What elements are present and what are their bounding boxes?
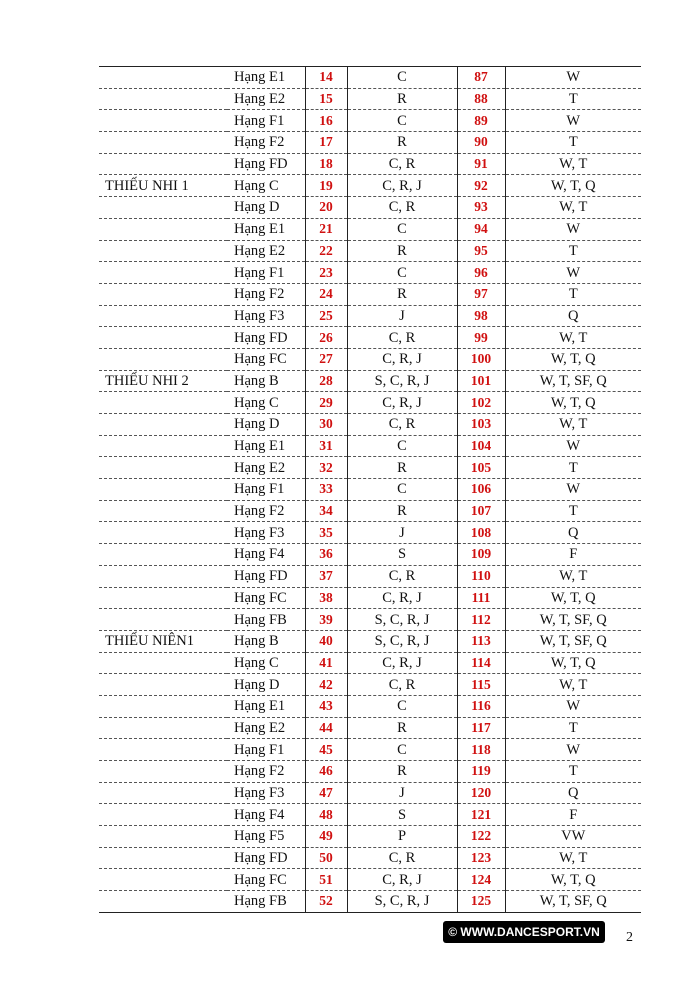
age-group-cell [99, 739, 227, 761]
event-number-latin-cell: 15 [305, 88, 347, 110]
standard-dances-cell: W, T [505, 847, 641, 869]
event-number-latin-cell: 41 [305, 652, 347, 674]
level-cell: Hạng F1 [227, 110, 305, 132]
level-cell: Hạng B [227, 630, 305, 652]
table-row [99, 565, 641, 587]
table-row [99, 197, 641, 219]
table-row [99, 587, 641, 609]
level-cell: Hạng F3 [227, 305, 305, 327]
event-number-standard-cell: 93 [457, 197, 505, 219]
standard-dances-cell: W, T [505, 414, 641, 436]
dancesport-watermark: © WWW.DANCESPORT.VN [443, 921, 605, 943]
latin-dances-cell: S, C, R, J [347, 609, 457, 631]
age-group-cell [99, 761, 227, 783]
event-number-latin-cell: 34 [305, 500, 347, 522]
event-number-standard-cell: 111 [457, 587, 505, 609]
event-number-latin-cell: 28 [305, 370, 347, 392]
standard-dances-cell: T [505, 761, 641, 783]
age-group-cell [99, 132, 227, 154]
age-group-cell [99, 457, 227, 479]
level-cell: Hạng E2 [227, 457, 305, 479]
latin-dances-cell: C [347, 739, 457, 761]
standard-dances-cell: T [505, 283, 641, 305]
event-number-latin-cell: 22 [305, 240, 347, 262]
event-table [99, 66, 641, 913]
age-group-cell [99, 283, 227, 305]
page-number: 2 [626, 930, 633, 945]
table-row [99, 153, 641, 175]
age-group-cell [99, 67, 227, 89]
event-number-standard-cell: 101 [457, 370, 505, 392]
latin-dances-cell: C, R, J [347, 869, 457, 891]
table-row [99, 305, 641, 327]
level-cell: Hạng E1 [227, 435, 305, 457]
event-number-standard-cell: 92 [457, 175, 505, 197]
latin-dances-cell: S, C, R, J [347, 370, 457, 392]
age-group-cell: THIẾU NHI 2 [99, 370, 227, 392]
event-number-standard-cell: 108 [457, 522, 505, 544]
latin-dances-cell: J [347, 782, 457, 804]
event-number-latin-cell: 17 [305, 132, 347, 154]
event-number-standard-cell: 119 [457, 761, 505, 783]
event-number-latin-cell: 29 [305, 392, 347, 414]
table-row [99, 522, 641, 544]
table-row [99, 804, 641, 826]
latin-dances-cell: C, R, J [347, 348, 457, 370]
event-number-standard-cell: 110 [457, 565, 505, 587]
level-cell: Hạng E2 [227, 88, 305, 110]
event-number-standard-cell: 90 [457, 132, 505, 154]
table-row [99, 891, 641, 913]
age-group-cell [99, 869, 227, 891]
latin-dances-cell: C [347, 110, 457, 132]
event-table-body [99, 67, 641, 913]
latin-dances-cell: C, R [347, 674, 457, 696]
event-number-latin-cell: 23 [305, 262, 347, 284]
age-group-cell [99, 544, 227, 566]
standard-dances-cell: W, T [505, 153, 641, 175]
latin-dances-cell: C, R, J [347, 587, 457, 609]
event-number-latin-cell: 14 [305, 67, 347, 89]
table-row [99, 782, 641, 804]
standard-dances-cell: T [505, 240, 641, 262]
age-group-cell [99, 891, 227, 913]
level-cell: Hạng F3 [227, 782, 305, 804]
event-number-latin-cell: 21 [305, 218, 347, 240]
event-number-standard-cell: 105 [457, 457, 505, 479]
event-number-latin-cell: 39 [305, 609, 347, 631]
event-number-standard-cell: 116 [457, 695, 505, 717]
event-number-standard-cell: 109 [457, 544, 505, 566]
event-number-standard-cell: 122 [457, 826, 505, 848]
level-cell: Hạng FD [227, 565, 305, 587]
table-row [99, 240, 641, 262]
event-number-latin-cell: 35 [305, 522, 347, 544]
age-group-cell [99, 674, 227, 696]
standard-dances-cell: W, T, Q [505, 869, 641, 891]
event-number-standard-cell: 89 [457, 110, 505, 132]
event-number-latin-cell: 44 [305, 717, 347, 739]
standard-dances-cell: W, T, SF, Q [505, 891, 641, 913]
level-cell: Hạng E1 [227, 218, 305, 240]
latin-dances-cell: C [347, 435, 457, 457]
table-row [99, 67, 641, 89]
table-row [99, 327, 641, 349]
level-cell: Hạng F5 [227, 826, 305, 848]
event-number-standard-cell: 107 [457, 500, 505, 522]
table-row [99, 110, 641, 132]
event-number-latin-cell: 51 [305, 869, 347, 891]
level-cell: Hạng C [227, 652, 305, 674]
event-number-latin-cell: 20 [305, 197, 347, 219]
event-number-latin-cell: 42 [305, 674, 347, 696]
event-number-standard-cell: 114 [457, 652, 505, 674]
standard-dances-cell: W, T, SF, Q [505, 609, 641, 631]
standard-dances-cell: W [505, 218, 641, 240]
event-number-latin-cell: 46 [305, 761, 347, 783]
standard-dances-cell: W [505, 435, 641, 457]
latin-dances-cell: S, C, R, J [347, 891, 457, 913]
latin-dances-cell: R [347, 500, 457, 522]
age-group-cell [99, 262, 227, 284]
standard-dances-cell: W [505, 739, 641, 761]
age-group-cell: THIẾU NIÊN1 [99, 630, 227, 652]
standard-dances-cell: W, T [505, 674, 641, 696]
latin-dances-cell: J [347, 522, 457, 544]
event-number-latin-cell: 50 [305, 847, 347, 869]
latin-dances-cell: S, C, R, J [347, 630, 457, 652]
level-cell: Hạng F4 [227, 804, 305, 826]
age-group-cell [99, 782, 227, 804]
level-cell: Hạng F1 [227, 739, 305, 761]
level-cell: Hạng B [227, 370, 305, 392]
latin-dances-cell: C, R, J [347, 652, 457, 674]
level-cell: Hạng F2 [227, 500, 305, 522]
latin-dances-cell: R [347, 761, 457, 783]
latin-dances-cell: P [347, 826, 457, 848]
level-cell: Hạng C [227, 392, 305, 414]
latin-dances-cell: C, R [347, 153, 457, 175]
latin-dances-cell: R [347, 283, 457, 305]
event-number-standard-cell: 115 [457, 674, 505, 696]
event-number-latin-cell: 36 [305, 544, 347, 566]
latin-dances-cell: S [347, 544, 457, 566]
standard-dances-cell: T [505, 500, 641, 522]
table-row [99, 869, 641, 891]
level-cell: Hạng FB [227, 609, 305, 631]
age-group-cell [99, 197, 227, 219]
event-number-standard-cell: 91 [457, 153, 505, 175]
age-group-cell [99, 435, 227, 457]
age-group-cell [99, 500, 227, 522]
standard-dances-cell: VW [505, 826, 641, 848]
level-cell: Hạng FC [227, 348, 305, 370]
event-number-latin-cell: 27 [305, 348, 347, 370]
latin-dances-cell: R [347, 717, 457, 739]
event-number-standard-cell: 113 [457, 630, 505, 652]
table-row [99, 652, 641, 674]
standard-dances-cell: W, T, Q [505, 587, 641, 609]
standard-dances-cell: F [505, 804, 641, 826]
table-row [99, 739, 641, 761]
event-number-standard-cell: 95 [457, 240, 505, 262]
event-number-standard-cell: 104 [457, 435, 505, 457]
table-row [99, 370, 641, 392]
level-cell: Hạng E1 [227, 67, 305, 89]
latin-dances-cell: C, R [347, 414, 457, 436]
event-number-standard-cell: 94 [457, 218, 505, 240]
age-group-cell [99, 240, 227, 262]
table-row [99, 132, 641, 154]
event-number-latin-cell: 43 [305, 695, 347, 717]
latin-dances-cell: R [347, 132, 457, 154]
age-group-cell [99, 695, 227, 717]
latin-dances-cell: J [347, 305, 457, 327]
latin-dances-cell: C, R, J [347, 175, 457, 197]
standard-dances-cell: W, T, SF, Q [505, 370, 641, 392]
age-group-cell [99, 414, 227, 436]
standard-dances-cell: T [505, 717, 641, 739]
event-number-latin-cell: 47 [305, 782, 347, 804]
level-cell: Hạng E1 [227, 695, 305, 717]
level-cell: Hạng F2 [227, 761, 305, 783]
table-row [99, 695, 641, 717]
age-group-cell [99, 609, 227, 631]
latin-dances-cell: C [347, 695, 457, 717]
event-number-standard-cell: 117 [457, 717, 505, 739]
standard-dances-cell: Q [505, 782, 641, 804]
standard-dances-cell: W, T, Q [505, 348, 641, 370]
level-cell: Hạng F1 [227, 479, 305, 501]
table-row [99, 717, 641, 739]
event-number-latin-cell: 30 [305, 414, 347, 436]
event-number-standard-cell: 121 [457, 804, 505, 826]
standard-dances-cell: W [505, 67, 641, 89]
event-number-standard-cell: 98 [457, 305, 505, 327]
event-number-standard-cell: 124 [457, 869, 505, 891]
level-cell: Hạng FC [227, 587, 305, 609]
event-number-latin-cell: 40 [305, 630, 347, 652]
table-row [99, 630, 641, 652]
age-group-cell [99, 479, 227, 501]
standard-dances-cell: W [505, 110, 641, 132]
event-number-latin-cell: 25 [305, 305, 347, 327]
standard-dances-cell: W [505, 262, 641, 284]
table-row [99, 479, 641, 501]
age-group-cell [99, 392, 227, 414]
age-group-cell [99, 153, 227, 175]
level-cell: Hạng FD [227, 327, 305, 349]
level-cell: Hạng E2 [227, 717, 305, 739]
latin-dances-cell: C, R, J [347, 392, 457, 414]
table-row [99, 847, 641, 869]
age-group-cell [99, 847, 227, 869]
level-cell: Hạng C [227, 175, 305, 197]
standard-dances-cell: W, T, Q [505, 175, 641, 197]
level-cell: Hạng F3 [227, 522, 305, 544]
event-number-standard-cell: 87 [457, 67, 505, 89]
level-cell: Hạng FC [227, 869, 305, 891]
standard-dances-cell: Q [505, 305, 641, 327]
age-group-cell [99, 522, 227, 544]
table-row [99, 392, 641, 414]
age-group-cell [99, 565, 227, 587]
age-group-cell [99, 218, 227, 240]
standard-dances-cell: Q [505, 522, 641, 544]
table-row [99, 262, 641, 284]
table-row [99, 414, 641, 436]
table-row [99, 609, 641, 631]
table-row [99, 674, 641, 696]
level-cell: Hạng FB [227, 891, 305, 913]
standard-dances-cell: W [505, 479, 641, 501]
table-row [99, 348, 641, 370]
standard-dances-cell: T [505, 88, 641, 110]
latin-dances-cell: C, R [347, 197, 457, 219]
event-number-latin-cell: 52 [305, 891, 347, 913]
latin-dances-cell: C, R [347, 847, 457, 869]
latin-dances-cell: R [347, 240, 457, 262]
table-row [99, 761, 641, 783]
age-group-cell [99, 327, 227, 349]
table-row [99, 88, 641, 110]
standard-dances-cell: W [505, 695, 641, 717]
age-group-cell [99, 110, 227, 132]
standard-dances-cell: T [505, 457, 641, 479]
age-group-cell [99, 587, 227, 609]
table-row [99, 218, 641, 240]
latin-dances-cell: C [347, 218, 457, 240]
level-cell: Hạng F2 [227, 132, 305, 154]
level-cell: Hạng E2 [227, 240, 305, 262]
event-number-standard-cell: 123 [457, 847, 505, 869]
event-number-standard-cell: 88 [457, 88, 505, 110]
latin-dances-cell: C, R [347, 565, 457, 587]
standard-dances-cell: W, T [505, 197, 641, 219]
age-group-cell [99, 88, 227, 110]
level-cell: Hạng FD [227, 847, 305, 869]
event-number-standard-cell: 125 [457, 891, 505, 913]
event-number-latin-cell: 38 [305, 587, 347, 609]
event-number-standard-cell: 100 [457, 348, 505, 370]
event-number-standard-cell: 97 [457, 283, 505, 305]
event-number-standard-cell: 99 [457, 327, 505, 349]
level-cell: Hạng D [227, 414, 305, 436]
level-cell: Hạng F1 [227, 262, 305, 284]
latin-dances-cell: R [347, 457, 457, 479]
standard-dances-cell: W, T [505, 565, 641, 587]
standard-dances-cell: T [505, 132, 641, 154]
level-cell: Hạng FD [227, 153, 305, 175]
table-row [99, 544, 641, 566]
event-number-standard-cell: 106 [457, 479, 505, 501]
event-number-latin-cell: 24 [305, 283, 347, 305]
level-cell: Hạng D [227, 674, 305, 696]
latin-dances-cell: C [347, 479, 457, 501]
event-number-standard-cell: 102 [457, 392, 505, 414]
event-number-standard-cell: 112 [457, 609, 505, 631]
age-group-cell [99, 348, 227, 370]
table-row [99, 283, 641, 305]
age-group-cell [99, 826, 227, 848]
latin-dances-cell: C [347, 67, 457, 89]
event-number-latin-cell: 16 [305, 110, 347, 132]
table-row [99, 500, 641, 522]
table-row [99, 826, 641, 848]
event-number-latin-cell: 45 [305, 739, 347, 761]
event-number-latin-cell: 31 [305, 435, 347, 457]
latin-dances-cell: C, R [347, 327, 457, 349]
standard-dances-cell: W, T, Q [505, 392, 641, 414]
event-number-latin-cell: 32 [305, 457, 347, 479]
latin-dances-cell: R [347, 88, 457, 110]
event-number-latin-cell: 33 [305, 479, 347, 501]
age-group-cell [99, 305, 227, 327]
table-row [99, 435, 641, 457]
age-group-cell [99, 652, 227, 674]
event-number-latin-cell: 49 [305, 826, 347, 848]
event-number-standard-cell: 118 [457, 739, 505, 761]
schedule-table-container [99, 66, 641, 913]
level-cell: Hạng F4 [227, 544, 305, 566]
latin-dances-cell: C [347, 262, 457, 284]
event-number-latin-cell: 37 [305, 565, 347, 587]
event-number-latin-cell: 18 [305, 153, 347, 175]
level-cell: Hạng D [227, 197, 305, 219]
table-row [99, 457, 641, 479]
event-number-standard-cell: 120 [457, 782, 505, 804]
age-group-cell [99, 804, 227, 826]
age-group-cell: THIẾU NHI 1 [99, 175, 227, 197]
latin-dances-cell: S [347, 804, 457, 826]
event-number-standard-cell: 96 [457, 262, 505, 284]
event-number-latin-cell: 48 [305, 804, 347, 826]
standard-dances-cell: W, T, SF, Q [505, 630, 641, 652]
event-number-latin-cell: 26 [305, 327, 347, 349]
event-number-latin-cell: 19 [305, 175, 347, 197]
level-cell: Hạng F2 [227, 283, 305, 305]
standard-dances-cell: F [505, 544, 641, 566]
standard-dances-cell: W, T, Q [505, 652, 641, 674]
standard-dances-cell: W, T [505, 327, 641, 349]
age-group-cell [99, 717, 227, 739]
event-number-standard-cell: 103 [457, 414, 505, 436]
table-row [99, 175, 641, 197]
